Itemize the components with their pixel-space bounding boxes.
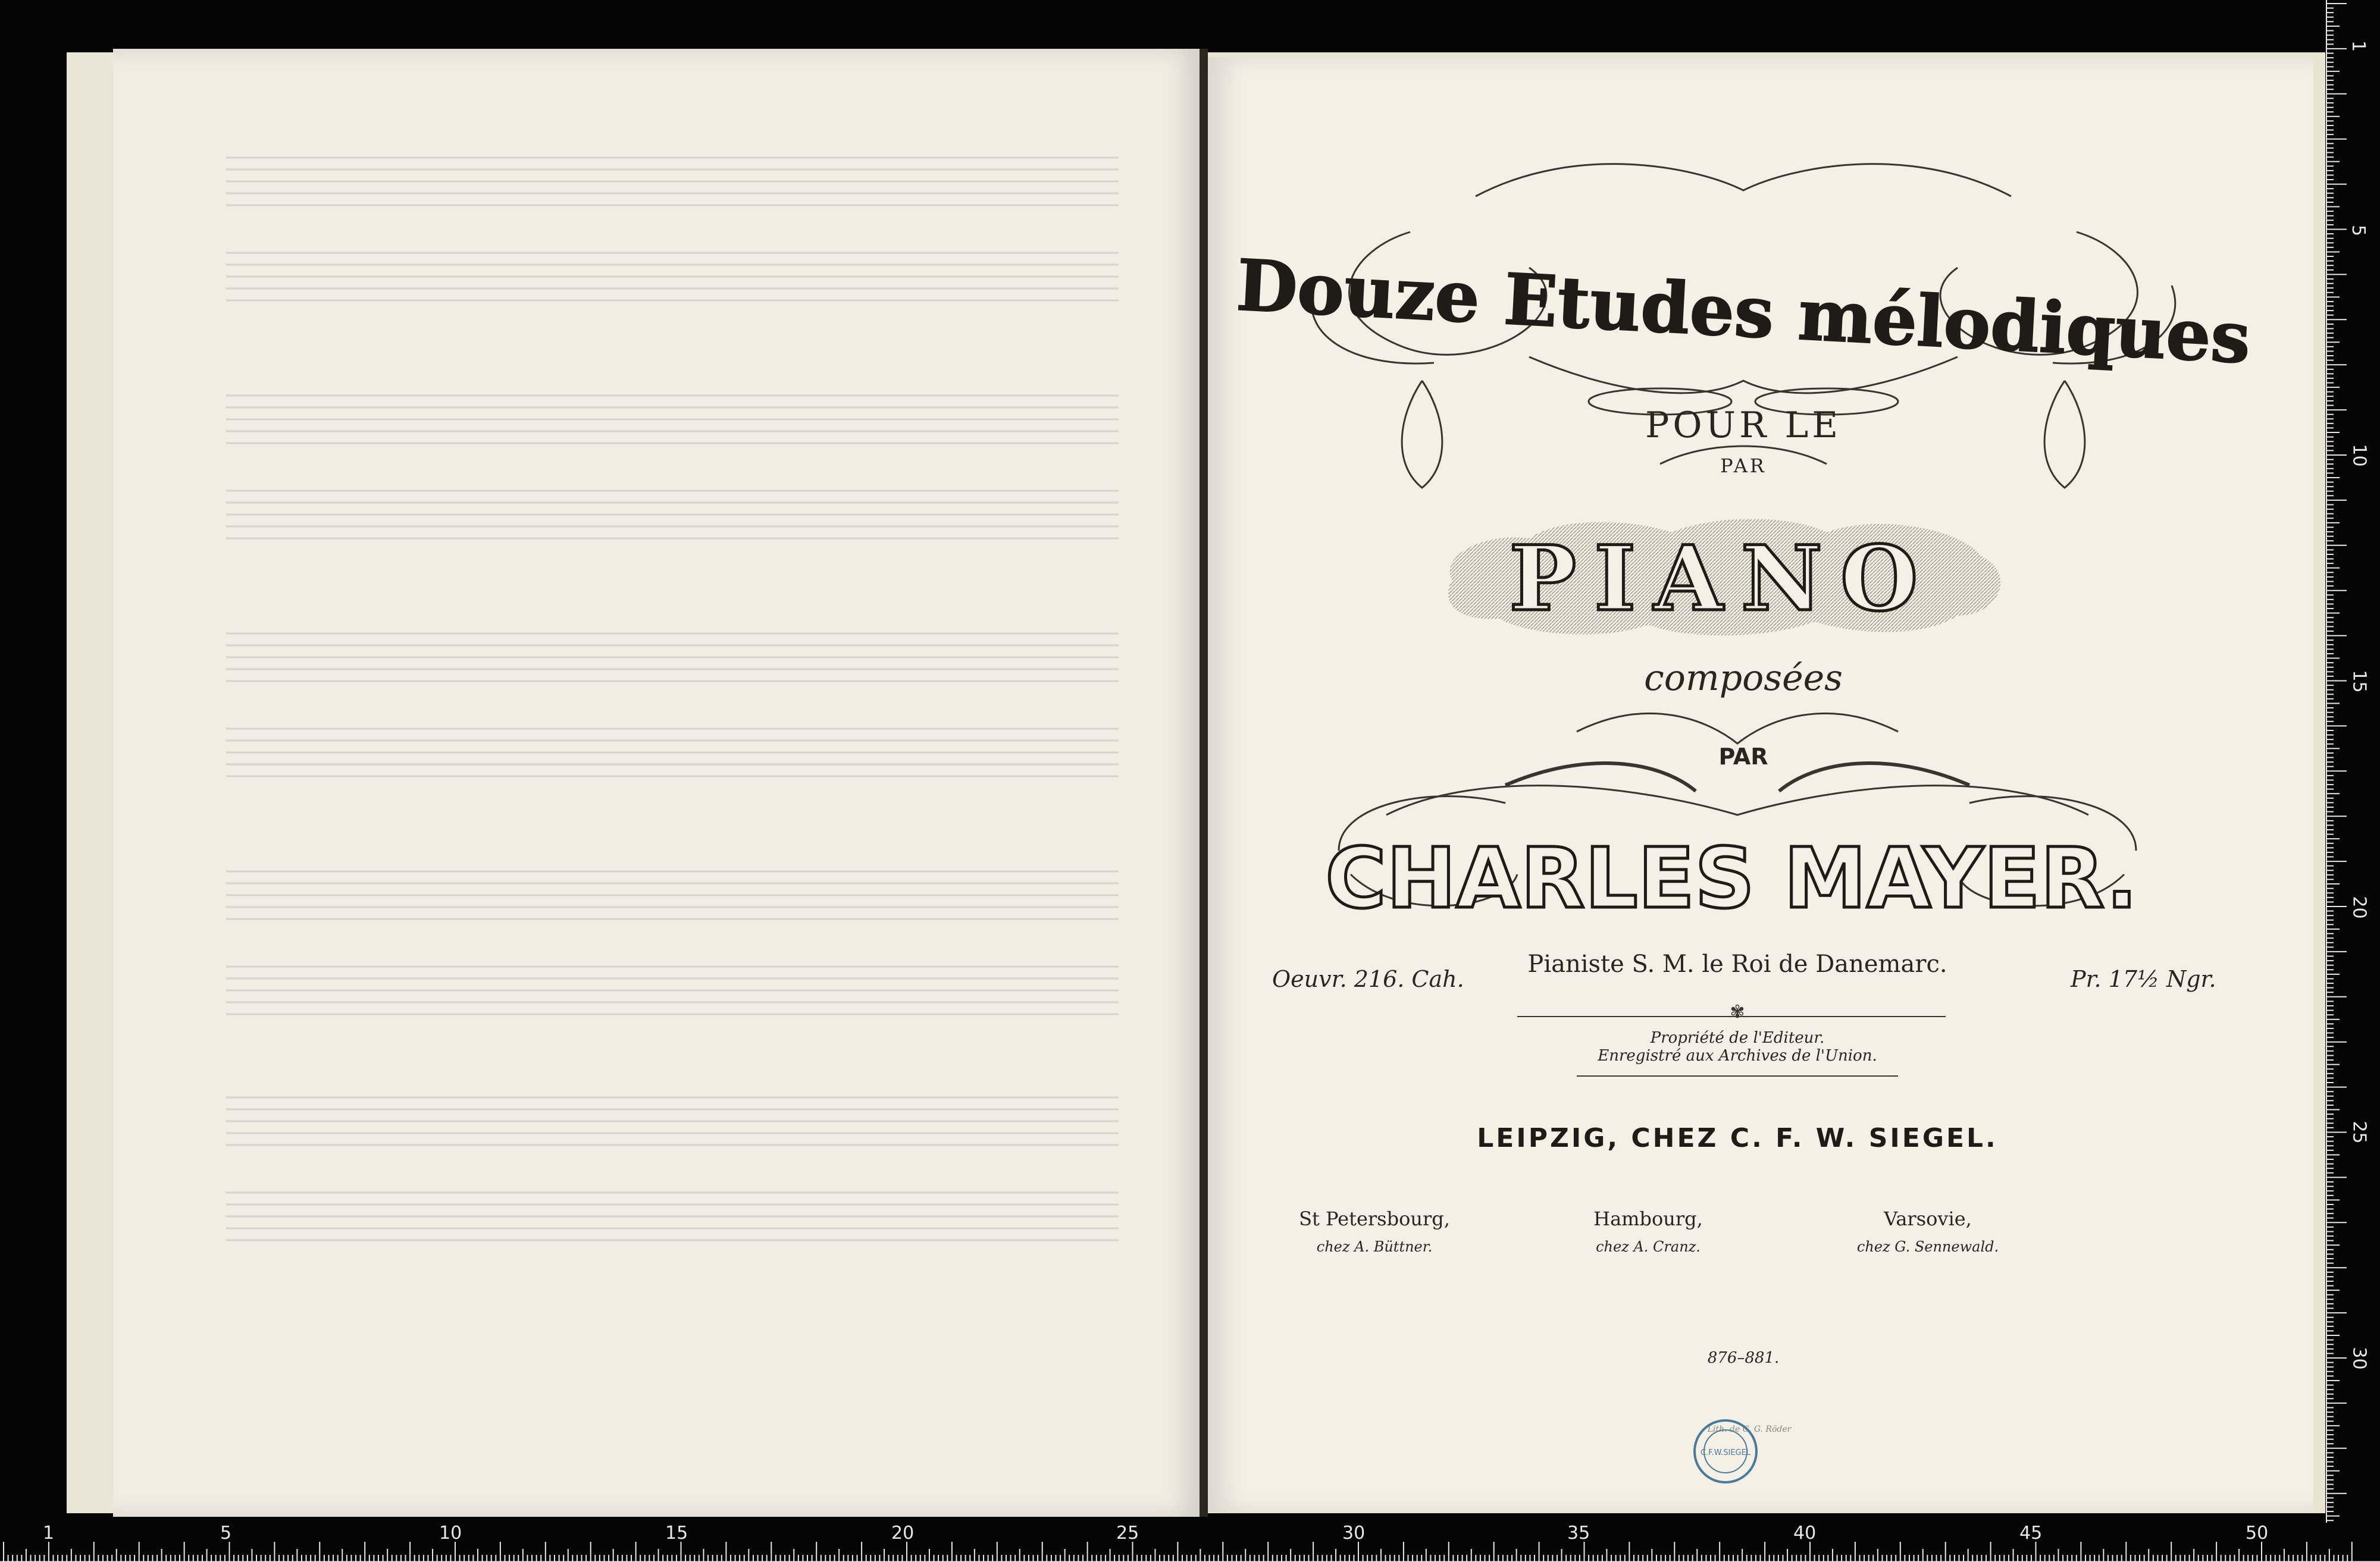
agent-varsovie: chez G. Sennewald. (1856, 1238, 1999, 1255)
ruler-label-30: 30 (1342, 1523, 1366, 1544)
plate-number: 876–881. (1707, 1349, 1780, 1367)
composer-title: Pianiste S. M. le Roi de Danemarc. (1527, 951, 1947, 978)
divider-rule-bottom (1577, 1075, 1898, 1077)
horizontal-ruler (0, 1523, 2380, 1562)
city-hambourg: Hambourg, (1593, 1207, 1703, 1230)
lithographer-credit: Lith. de C. G. Röder (1707, 1425, 1792, 1434)
ruler-label-1: 1 (43, 1523, 55, 1544)
svg-text:PIANO: PIANO (1509, 526, 1936, 631)
property-notice-line2: Enregistré aux Archives de l'Union. (1598, 1047, 1877, 1065)
ruler-label-35: 35 (1567, 1523, 1590, 1544)
agent-st-petersbourg: chez A. Büttner. (1316, 1238, 1433, 1255)
agent-hambourg: chez A. Cranz. (1596, 1238, 1701, 1255)
ruler-label-25: 25 (2348, 1121, 2370, 1144)
show-through-music-staves (226, 122, 1119, 1282)
par-text: PAR (1718, 744, 1768, 770)
svg-text:CHARLES MAYER.: CHARLES MAYER. (1325, 830, 2138, 927)
ruler-label-50: 50 (2246, 1523, 2269, 1544)
svg-text:C.F.W.SIEGEL: C.F.W.SIEGEL (1700, 1448, 1751, 1457)
ruler-label-10: 10 (439, 1523, 462, 1544)
ruler-label-20: 20 (891, 1523, 915, 1544)
publisher-stamp (1690, 1416, 1761, 1487)
svg-text:Douze Etudes mélodiques: Douze Etudes mélodiques (1234, 243, 2253, 379)
ruler-label-10: 10 (2348, 444, 2370, 467)
composer-name (1325, 827, 2138, 927)
ornament-marker: PAR (1720, 454, 1767, 477)
ruler-label-45: 45 (2019, 1523, 2043, 1544)
main-title (1234, 238, 2253, 393)
ornament-icon: ✾ (1730, 1002, 1745, 1022)
ruler-label-40: 40 (1793, 1523, 1817, 1544)
ruler-label-1: 1 (2348, 40, 2369, 52)
ruler-label-15: 15 (665, 1523, 688, 1544)
ruler-label-25: 25 (1116, 1523, 1139, 1544)
ruler-label-5: 5 (220, 1523, 232, 1544)
ruler-label-5: 5 (2348, 224, 2369, 237)
city-varsovie: Varsovie, (1884, 1207, 1972, 1230)
ruler-label-20: 20 (2348, 896, 2370, 919)
book-gutter (1200, 49, 1208, 1517)
opus-number: Oeuvr. 216. Cah. (1272, 966, 1464, 992)
price: Pr. 17½ Ngr. (2071, 966, 2216, 992)
piano-title (1434, 509, 2011, 645)
city-st-petersbourg: St Petersbourg, (1299, 1207, 1450, 1230)
composees-text: composées (1644, 657, 1843, 699)
property-notice-line1: Propriété de l'Editeur. (1650, 1029, 1825, 1047)
vertical-ruler (2326, 0, 2380, 1535)
publisher-line: LEIPZIG, CHEZ C. F. W. SIEGEL. (1477, 1123, 1998, 1153)
ruler-label-15: 15 (2348, 670, 2370, 693)
ruler-label-30: 30 (2348, 1347, 2370, 1370)
pour-le-text: POUR LE (1645, 404, 1842, 446)
